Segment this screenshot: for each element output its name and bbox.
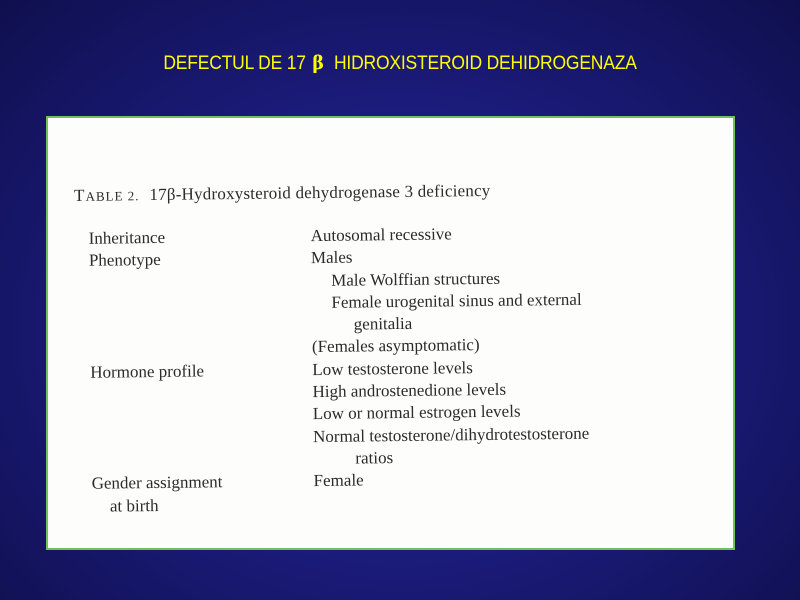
table-caption [74,178,712,206]
table-number: TABLE 2. [73,185,140,205]
row-detail: Female [313,470,364,491]
row-detail: Low testosterone levels High androstenedione levels Low or normal estrogen levels Normal testosterone/dihydrotestosterone ratios [312,357,590,468]
row-term: Phenotype [88,250,161,271]
row-term: Inheritance [88,227,166,248]
row-term: Hormone profile [90,361,205,382]
slide-title [32,52,768,75]
table-title: 17β-Hydroxysteroid dehydrogenase 3 deficiency [149,180,491,205]
row-term: Gender assignment at birth [91,472,223,516]
scanned-table-image [46,116,735,550]
table-row [74,354,715,473]
table-row [73,242,714,361]
row-detail: Autosomal recessive [310,224,452,246]
table-document [72,178,716,518]
beta-symbol: β [312,52,324,74]
row-detail: Males Male Wolffian structures Female urogenital sinus and external genitalia (Females asymptomatic) [310,247,582,357]
title-text-start: DEFECTUL DE 17 [163,53,306,74]
table-row [76,465,716,517]
title-text-end: HIDROXISTEROID DEHIDROGENAZA [333,53,637,74]
